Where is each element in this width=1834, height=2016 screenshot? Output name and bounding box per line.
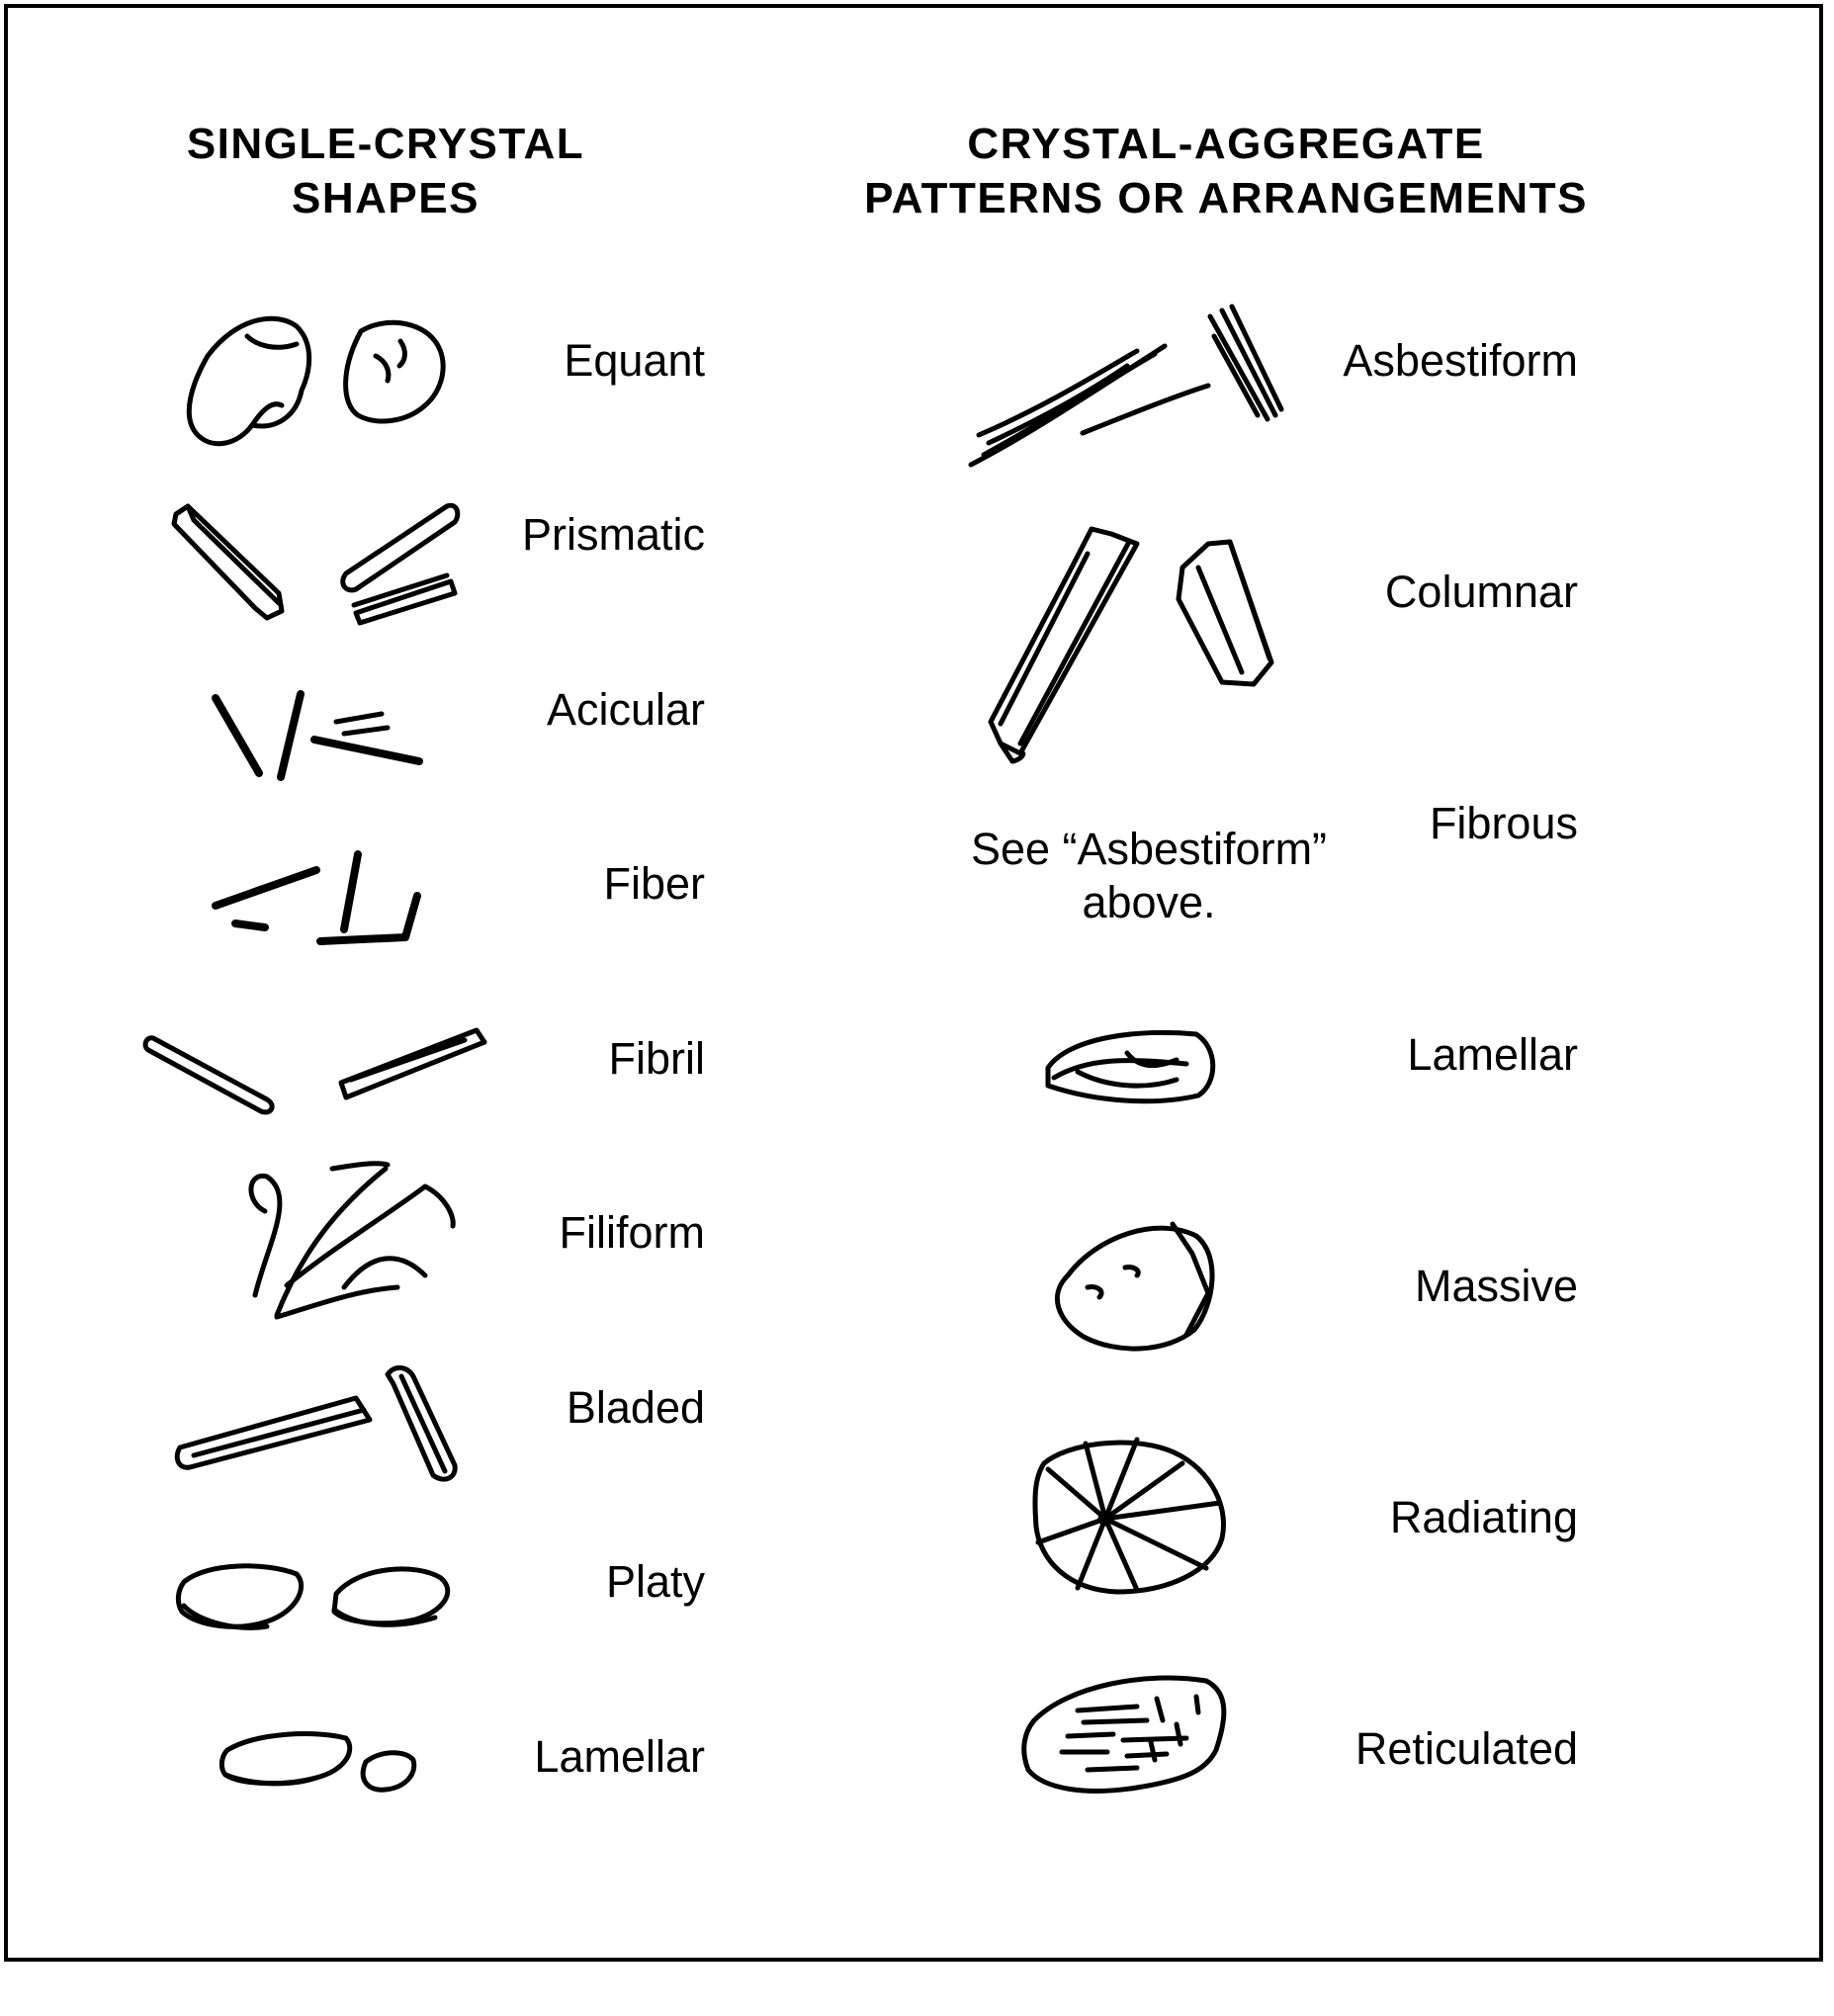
fiber-crystal-illustration — [216, 854, 417, 941]
label-single-lamellar: Lamellar — [534, 1731, 705, 1782]
label-fibrous: Fibrous — [1429, 798, 1578, 848]
single-lamellar-crystal-illustration — [221, 1734, 413, 1791]
columnar-aggregate-illustration — [991, 529, 1271, 761]
acicular-crystal-illustration — [216, 694, 419, 777]
label-prismatic: Prismatic — [521, 509, 705, 560]
fibril-crystal-illustration — [145, 1030, 484, 1112]
label-columnar: Columnar — [1384, 567, 1578, 617]
label-aggregate-lamellar: Lamellar — [1407, 1029, 1578, 1080]
label-bladed: Bladed — [566, 1382, 705, 1433]
asbestiform-aggregate-illustration — [971, 307, 1281, 465]
label-asbestiform: Asbestiform — [1343, 335, 1578, 386]
single-crystal-heading-line1: SINGLE-CRYSTAL — [186, 120, 585, 168]
label-reticulated: Reticulated — [1354, 1723, 1578, 1774]
fibrous-note-line1: See “Asbestiform” — [970, 824, 1328, 874]
aggregate-lamellar-illustration — [1048, 1032, 1213, 1100]
fibrous-note-line2: above. — [1082, 877, 1216, 927]
equant-crystal-illustration — [189, 318, 443, 443]
label-fiber: Fiber — [603, 858, 705, 909]
massive-aggregate-illustration — [1057, 1224, 1212, 1349]
label-equant: Equant — [564, 335, 705, 386]
crystal-aggregate-heading-line1: CRYSTAL-AGGREGATE — [967, 120, 1485, 168]
platy-crystal-illustration — [178, 1566, 447, 1627]
label-fibril: Fibril — [608, 1033, 705, 1084]
bladed-crystal-illustration — [177, 1367, 455, 1479]
label-filiform: Filiform — [559, 1207, 705, 1258]
radiating-aggregate-illustration — [1035, 1440, 1224, 1592]
reticulated-aggregate-illustration — [1024, 1678, 1224, 1791]
label-massive: Massive — [1414, 1261, 1578, 1311]
label-radiating: Radiating — [1389, 1492, 1578, 1542]
label-platy: Platy — [605, 1556, 705, 1607]
single-crystal-heading-line2: SHAPES — [292, 174, 480, 222]
crystal-aggregate-heading-line2: PATTERNS OR ARRANGEMENTS — [864, 174, 1588, 222]
filiform-crystal-illustration — [251, 1164, 453, 1317]
prismatic-crystal-illustration — [174, 505, 458, 623]
label-acicular: Acicular — [546, 684, 705, 735]
